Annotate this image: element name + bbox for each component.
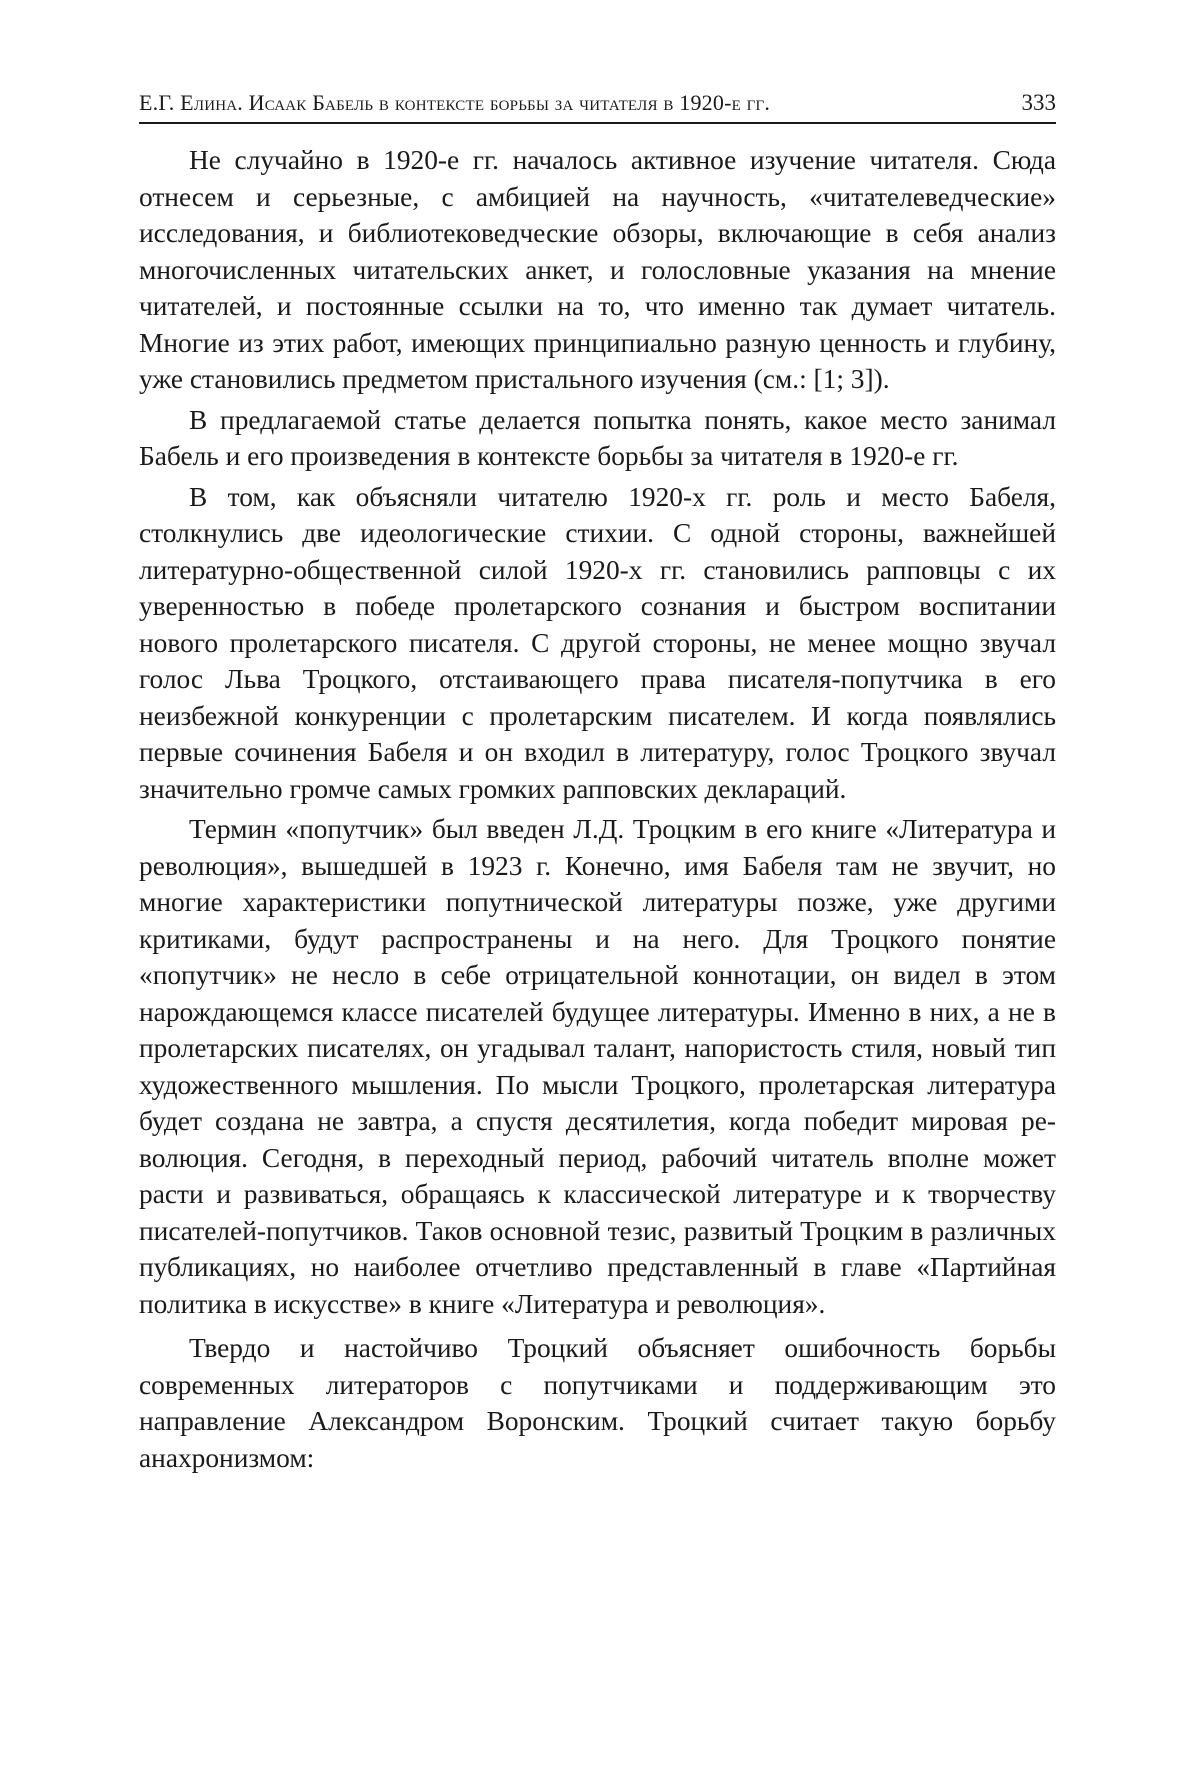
running-header	[139, 88, 1056, 124]
article-body	[139, 142, 1056, 1476]
page	[139, 88, 1056, 1480]
paragraph: Термин «попутчик» был введен Л.Д. Троцким в его книге «Литература и революция», вышедшей в 1923 г. Конечно, имя Бабеля там не звучит, но многие характеристики попутнической литературы позже, уже другими критиками, будут распространены и на него. Для Троцкого понятие «попутчик» не несло в себе отрицательной коннотации, он видел в этом нарождающемся классе писателей будущее литературы. Именно в них, а не в пролетарских писателях, он угадывал талант, напористость стиля, новый тип художественного мышления. По мысли Троцкого, пролетарская литература будет создана не завтра, а спустя десятилетия, когда победит мировая революция. Сегодня, в переходный период, рабочий читатель вполне может расти и развиваться, обращаясь к классической литературе и к творчеству писателей-попутчиков. Таков основной тезис, развитый Троцким в различных публикациях, но наиболее отчетливо представленный в главе «Партийная политика в искусстве» в книге «Литература и революция».	[139, 814, 1056, 1319]
running-title: Е.Г. Елина. Исаак Бабель в контексте борьбы за читателя в 1920-е гг.	[139, 90, 771, 115]
paragraph: Не случайно в 1920-е гг. началось активное изучение читателя. Сюда отнесем и серьезные, с амбицией на научность, «читателеведческие» исследования, и библиотековедческие обзоры, включающие в себя анализ многочисленных читательских анкет, и голословные указания на мнение читателей, и постоянные ссылки на то, что именно так думает читатель. Многие из этих работ, имеющих принципиально разную ценность и глубину, уже становились предметом пристального изучения (см.: [1; 3]).	[139, 145, 1056, 394]
paragraph: Твердо и настойчиво Троцкий объясняет ошибочность борьбы современных литераторов с попутчиками и поддерживающим это направление Александром Воронским. Троцкий считает такую борьбу анахронизмом:	[139, 1333, 1056, 1473]
page-number: 333	[1021, 90, 1056, 115]
paragraph: В предлагаемой статье делается попытка понять, какое место занимал Бабель и его произведения в контексте борьбы за читателя в 1920-е гг.	[139, 404, 1056, 471]
paragraph: В том, как объясняли читателю 1920-х гг. роль и место Бабеля, столкнулись две идеологические стихии. С одной стороны, важнейшей литературно-общественной силой 1920-х гг. становились рапповцы с их уверенностью в победе пролетарского сознания и быстром воспитании нового пролетарского писателя. С другой стороны, не менее мощно звучал голос Льва Троцкого, отстаивающего права писателя-попутчика в его неизбежной конкуренции с пролетарским писателем. И когда появлялись первые сочинения Бабеля и он входил в литературу, голос Троцкого звучал значительно громче самых громких рапповских деклараций.	[139, 481, 1056, 804]
